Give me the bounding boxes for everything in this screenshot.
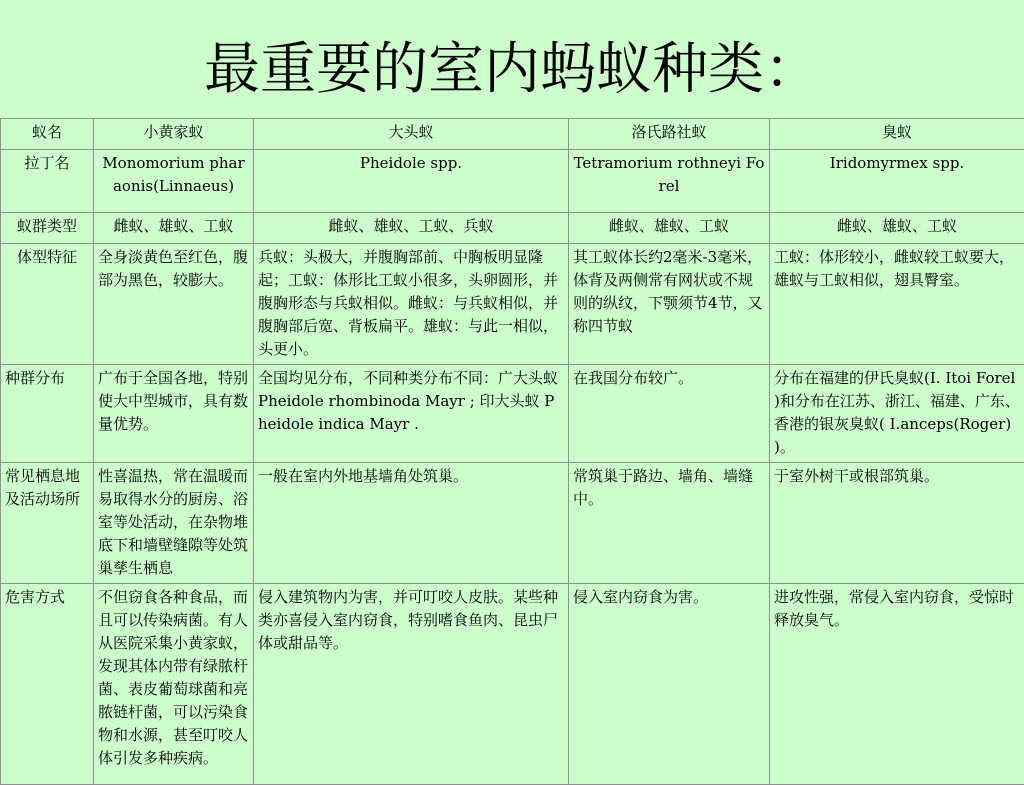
table-cell: 性喜温热，常在温暖而易取得水分的厨房、浴室等处活动，在杂物堆底下和墙壁缝隙等处筑巢孳生栖息 — [94, 463, 254, 584]
table-cell: 工蚁：体形较小，雌蚁较工蚁要大，雄蚁与工蚁相似，翅具臀室。 — [770, 244, 1024, 365]
table-cell: 分布在福建的伊氏臭蚁(I. Itoi Forel )和分布在江苏、浙江、福建、广东、香港的银灰臭蚁( I.anceps(Roger) )。 — [770, 365, 1024, 463]
row-label-cell: 拉丁名 — [1, 150, 94, 213]
row-label-cell: 常见栖息地及活动场所 — [1, 463, 94, 584]
table-cell: 兵蚁：头极大，并腹胸部前、中胸板明显隆起；工蚁：体形比工蚁小很多，头卵圆形，并腹胸形态与兵蚁相似。雌蚁：与兵蚁相似，并腹胸部后宽、背板扁平。雄蚁：与此一相似，头更小。 — [254, 244, 569, 365]
table-cell: Monomorium pharaonis(Linnaeus) — [94, 150, 254, 213]
row-label-cell: 危害方式 — [1, 584, 94, 785]
table-cell: 全身淡黄色至红色，腹部为黑色，较膨大。 — [94, 244, 254, 365]
table-cell: Iridomyrmex spp. — [770, 150, 1024, 213]
table-cell: 雌蚁、雄蚁、工蚁 — [94, 213, 254, 244]
table-cell: Tetramorium rothneyi Forel — [569, 150, 770, 213]
ant-species-table — [0, 118, 1024, 785]
table-cell: 侵入建筑物内为害，并可叮咬人皮肤。某些种类亦喜侵入室内窃食，特别嗜食鱼肉、昆虫尸体或甜品等。 — [254, 584, 569, 785]
table-cell: 在我国分布较广。 — [569, 365, 770, 463]
table-cell: 不但窃食各种食品，而且可以传染病菌。有人从医院采集小黄家蚁，发现其体内带有绿脓杆菌、表皮葡萄球菌和亮脓链杆菌，可以污染食物和水源，甚至叮咬人体引发多种疾病。 — [94, 584, 254, 785]
table-cell: 侵入室内窃食为害。 — [569, 584, 770, 785]
table-cell: 常筑巢于路边、墙角、墙缝中。 — [569, 463, 770, 584]
row-label-cell: 种群分布 — [1, 365, 94, 463]
table-cell: 一般在室内外地基墙角处筑巢。 — [254, 463, 569, 584]
header-species-cell: 洛氏路社蚁 — [569, 119, 770, 150]
table-cell: 广布于全国各地，特别使大中型城市，具有数量优势。 — [94, 365, 254, 463]
table-cell: 雌蚁、雄蚁、工蚁 — [569, 213, 770, 244]
header-label-cell: 蚁名 — [1, 119, 94, 150]
table-cell: 雌蚁、雄蚁、工蚁 — [770, 213, 1024, 244]
header-species-cell: 小黄家蚁 — [94, 119, 254, 150]
table-cell: 全国均见分布，不同种类分布不同：广大头蚁 Pheidole rhombinoda Mayr ; 印大头蚁 Pheidole indica Mayr . — [254, 365, 569, 463]
table-row-latin-name — [1, 150, 1024, 213]
header-species-cell: 臭蚁 — [770, 119, 1024, 150]
table-row-body-features — [1, 244, 1024, 365]
table-header-row — [1, 119, 1024, 150]
table-cell: 雌蚁、雄蚁、工蚁、兵蚁 — [254, 213, 569, 244]
table-row-colony-type — [1, 213, 1024, 244]
slide-title: 最重要的室内蚂蚁种类： — [0, 30, 1024, 110]
table-cell: 于室外树干或根部筑巢。 — [770, 463, 1024, 584]
header-species-cell: 大头蚁 — [254, 119, 569, 150]
table-row-harm — [1, 584, 1024, 785]
table-cell: 其工蚁体长约2毫米-3毫米，体背及两侧常有网状或不规则的纵纹，下颚须节4节，又称四节蚁 — [569, 244, 770, 365]
table-row-distribution — [1, 365, 1024, 463]
row-label-cell: 蚁群类型 — [1, 213, 94, 244]
table-row-habitat — [1, 463, 1024, 584]
row-label-cell: 体型特征 — [1, 244, 94, 365]
table-cell: Pheidole spp. — [254, 150, 569, 213]
table-cell: 进攻性强，常侵入室内窃食，受惊时释放臭气。 — [770, 584, 1024, 785]
